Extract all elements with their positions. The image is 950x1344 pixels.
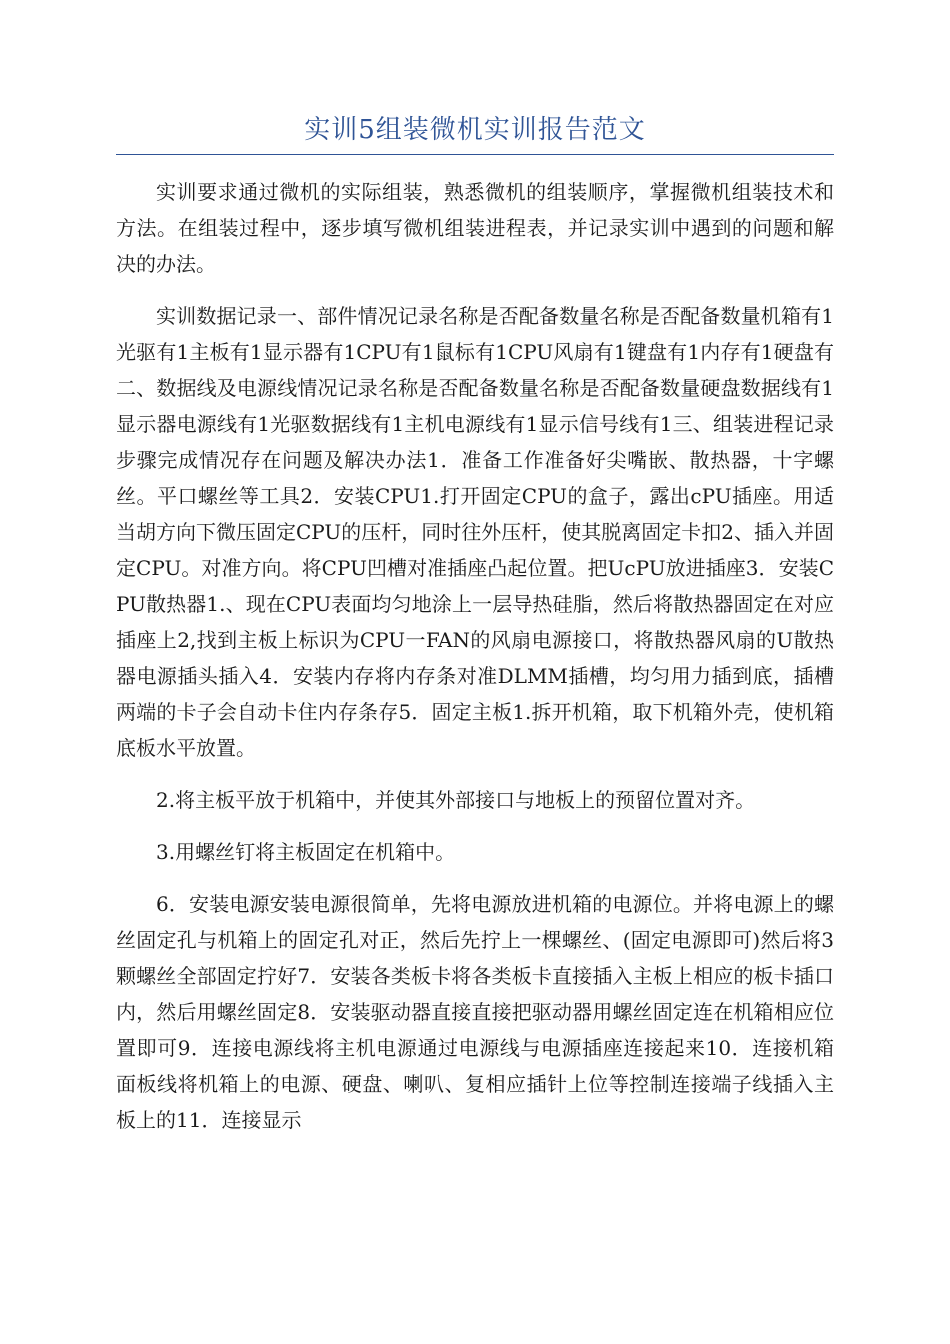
paragraph-step-3: 3.用螺丝钉将主板固定在机箱中。: [156, 840, 456, 864]
document-body: [116, 174, 834, 1154]
title-underline: [116, 154, 834, 155]
paragraph-install-power: 6．安装电源安装电源很简单，先将电源放进机箱的电源位。并将电源上的螺丝固定孔与机箱上的固定孔对正，然后先拧上一棵螺丝、(固定电源即可)然后将3颗螺丝全部固定拧好7．安装各类板卡将各类板卡直接插入主板上相应的板卡插口内，然后用螺丝固定8．安装驱动器直接直接把驱动器用螺丝固定连在机箱相应位置即可9．连接电源线将主机电源通过电源线与电源插座连接起来10．连接机箱面板线将机箱上的电源、硬盘、喇叭、复相应插针上位等控制连接端子线插入主板上的11．连接显示: [116, 892, 834, 1132]
paragraph-step-2: 2.将主板平放于机箱中，并使其外部接口与地板上的预留位置对齐。: [156, 788, 756, 812]
paragraph-records: 实训数据记录一、部件情况记录名称是否配备数量名称是否配备数量机箱有1光驱有1主板有1显示器有1CPU有1鼠标有1CPU风扇有1键盘有1内存有1硬盘有二、数据线及电源线情况记录名称是否配备数量名称是否配备数量硬盘数据线有1显示器电源线有1光驱数据线有1主机电源线有1显示信号线有1三、组装进程记录步骤完成情况存在问题及解决办法1．准备工作准备好尖嘴嵌、散热器，十字螺丝。平口螺丝等工具2．安装CPU1.打开固定CPU的盒子，露出cPU插座。用适当胡方向下微压固定CPU的压杆，同时往外压杆，使其脱离固定卡扣2、插入并固定CPU。对准方向。将CPU凹槽对准插座凸起位置。把UcPU放进插座3．安装CPU散热器1.、现在CPU表面均匀地涂上一层导热硅脂，然后将散热器固定在对应插座上2,找到主板上标识为CPU一FAN的风扇电源接口，将散热器风扇的U散热器电源插头插入4．安装内存将内存条对准DLMM插槽，均匀用力插到底，插槽两端的卡子会自动卡住内存条存5．固定主板1.拆开机箱，取下机箱外壳，使机箱底板水平放置。: [116, 304, 834, 760]
paragraph-intro: 实训要求通过微机的实际组装，熟悉微机的组装顺序，掌握微机组装技术和方法。在组装过程中，逐步填写微机组装进程表，并记录实训中遇到的问题和解决的办法。: [116, 180, 834, 276]
document-title: 实训5组装微机实训报告范文: [304, 115, 646, 145]
